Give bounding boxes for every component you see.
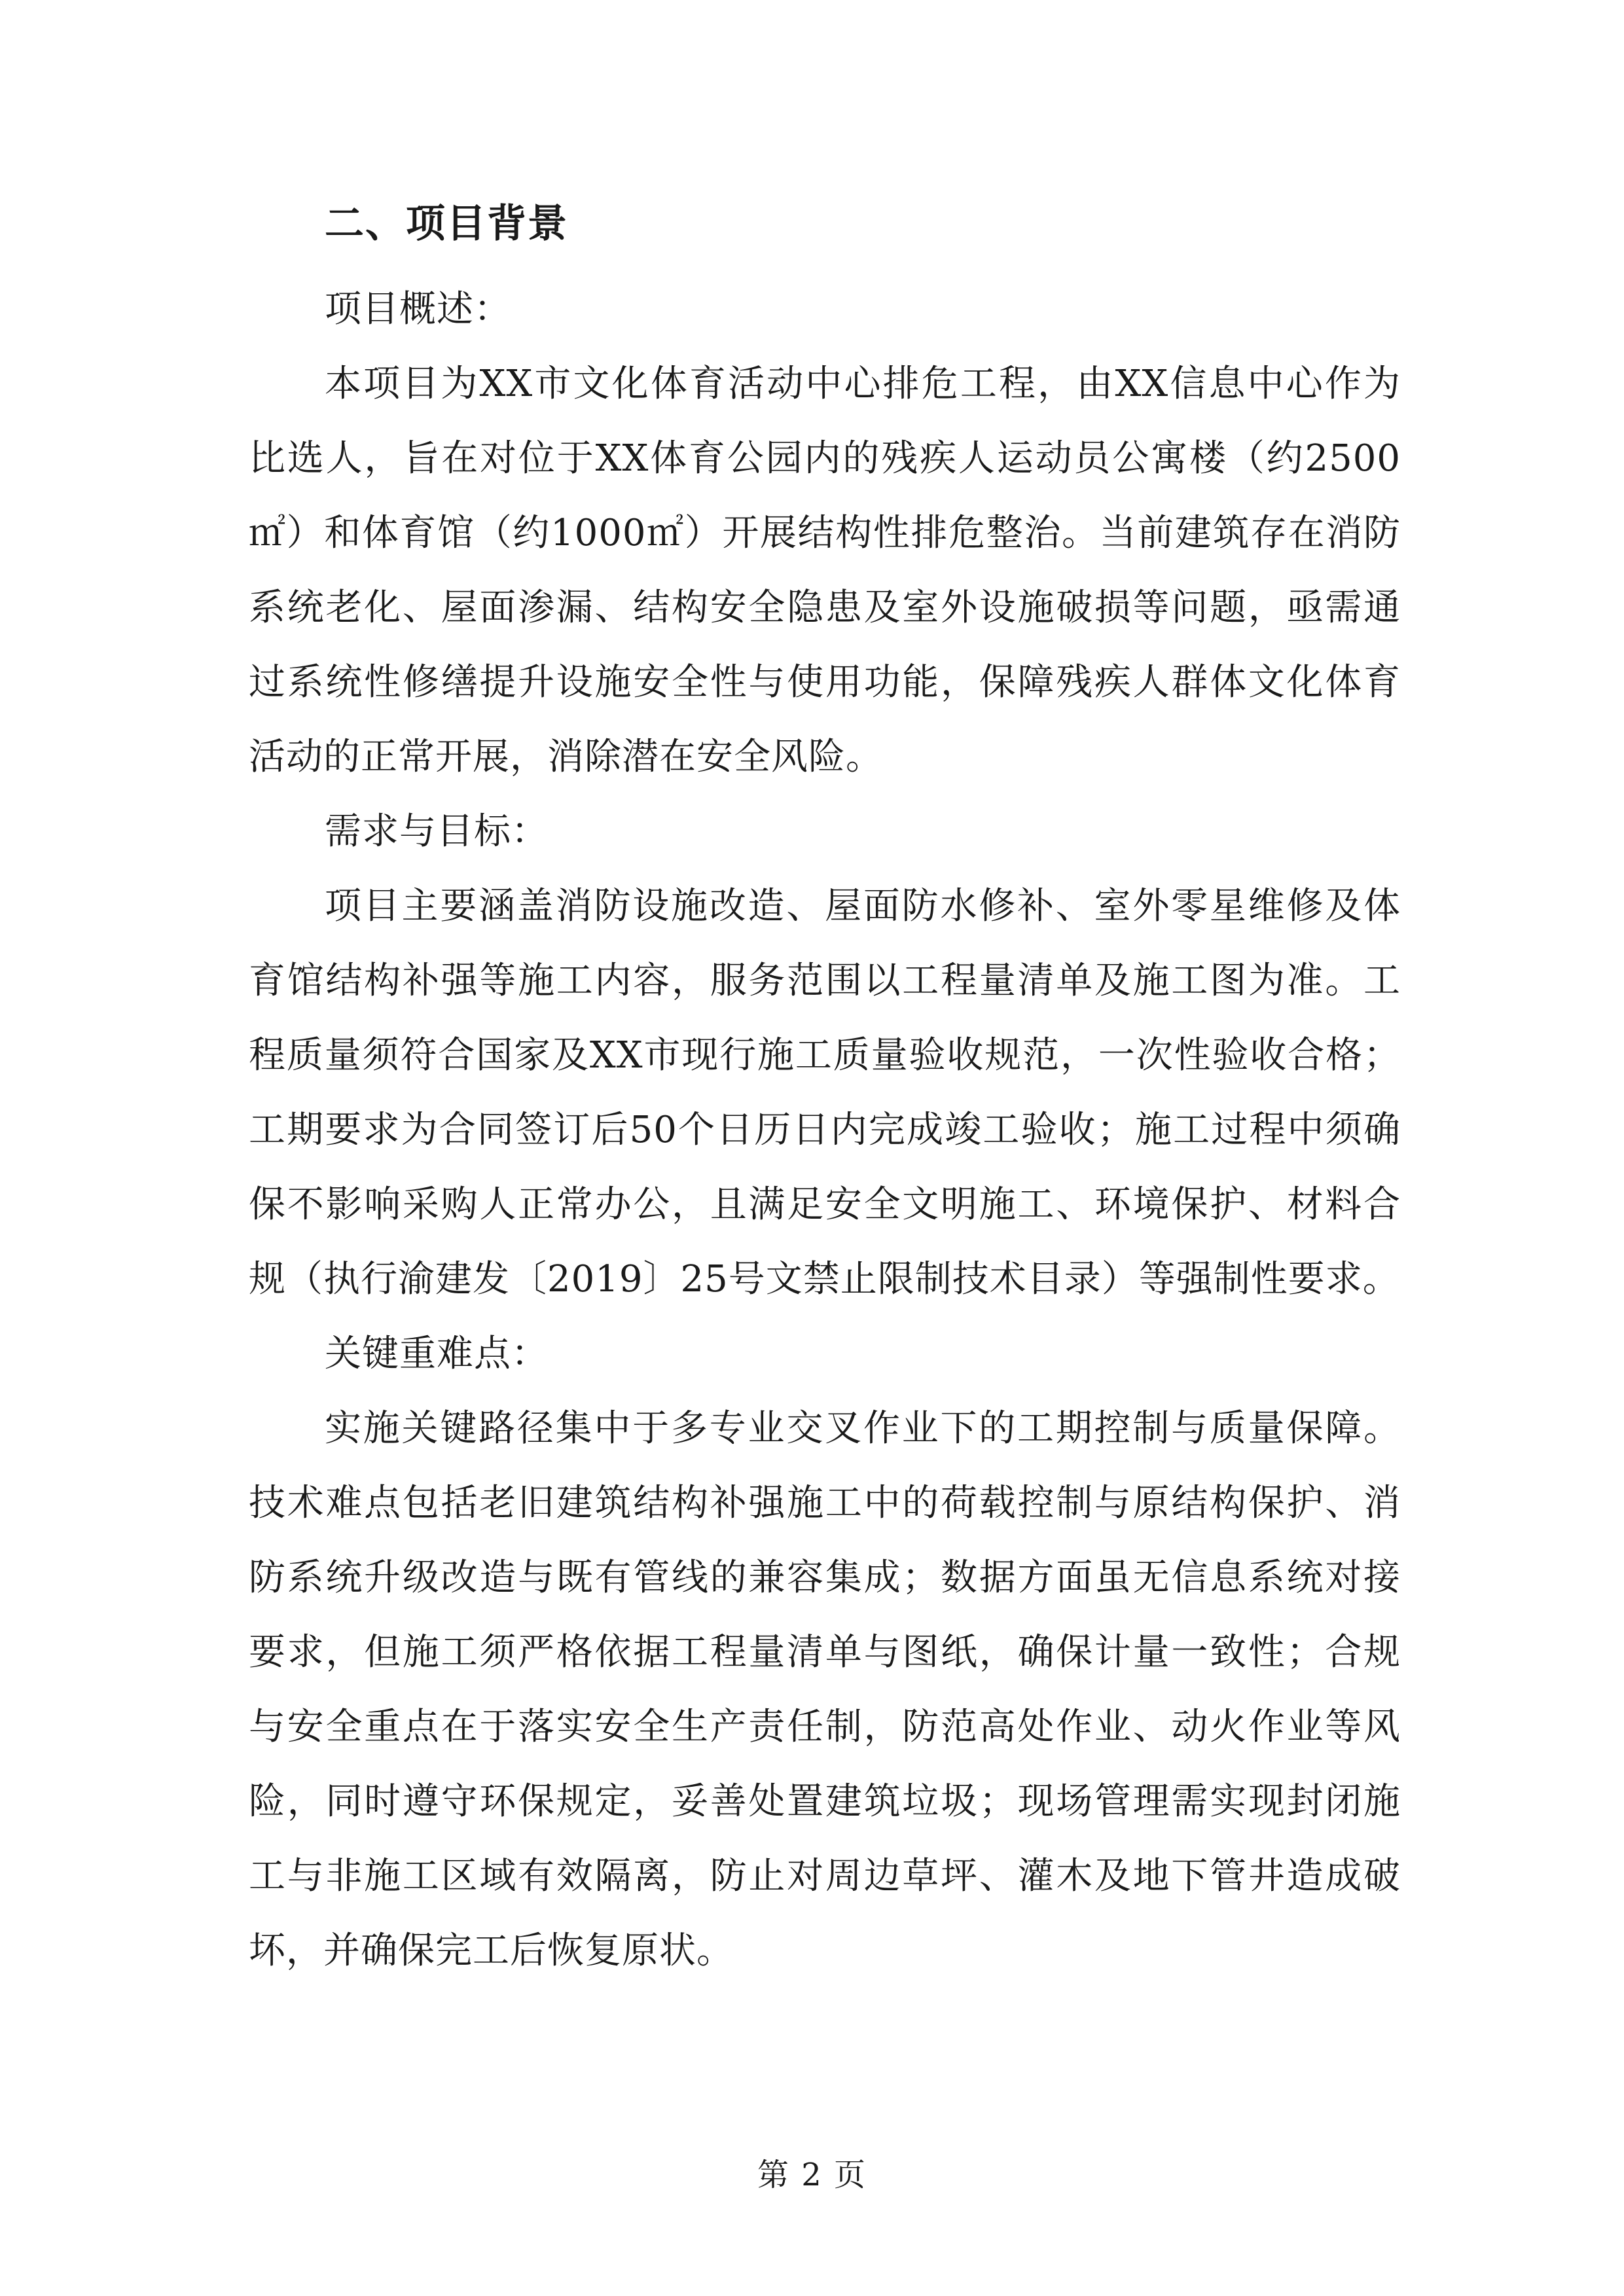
- overview-label: 项目概述：: [325, 288, 511, 331]
- overview-paragraph: 本项目为XX市文化体育活动中心排危工程，由XX信息中心作为比选人，旨在对位于XX体育公园内的残疾人运动员公寓楼（约2500㎡）和体育馆（约1000㎡）开展结构性排危整治。当前建筑存在消防系统老化、屋面渗漏、结构安全隐患及室外设施破损等问题，亟需通过系统性修缮提升设施安全性与使用功能，保障残疾人群体文化体育活动的正常开展，消除潜在安全风险。: [249, 363, 1401, 778]
- difficulties-label: 关键重难点：: [325, 1333, 549, 1375]
- requirements-paragraph: 项目主要涵盖消防设施改造、屋面防水修补、室外零星维修及体育馆结构补强等施工内容，服务范围以工程量清单及施工图为准。工程质量须符合国家及XX市现行施工质量验收规范，一次性验收合格；工期要求为合同签订后50个日历日内完成竣工验收；施工过程中须确保不影响采购人正常办公，且满足安全文明施工、环境保护、材料合规（执行渝建发〔2019〕25号文禁止限制技术目录）等强制性要求。: [249, 885, 1401, 1300]
- difficulties-paragraph: 实施关键路径集中于多专业交叉作业下的工期控制与质量保障。技术难点包括老旧建筑结构补强施工中的荷载控制与原结构保护、消防系统升级改造与既有管线的兼容集成；数据方面虽无信息系统对接要求，但施工须严格依据工程量清单与图纸，确保计量一致性；合规与安全重点在于落实安全生产责任制，防范高处作业、动火作业等风险，同时遵守环保规定，妥善处置建筑垃圾；现场管理需实现封闭施工与非施工区域有效隔离，防止对周边草坪、灌木及地下管井造成破坏，并确保完工后恢复原状。: [249, 1407, 1401, 1972]
- page-number: 第 2 页: [757, 2157, 867, 2193]
- section-heading: 二、项目背景: [325, 201, 568, 247]
- requirements-label: 需求与目标：: [325, 810, 549, 853]
- page-body: [249, 191, 1401, 1988]
